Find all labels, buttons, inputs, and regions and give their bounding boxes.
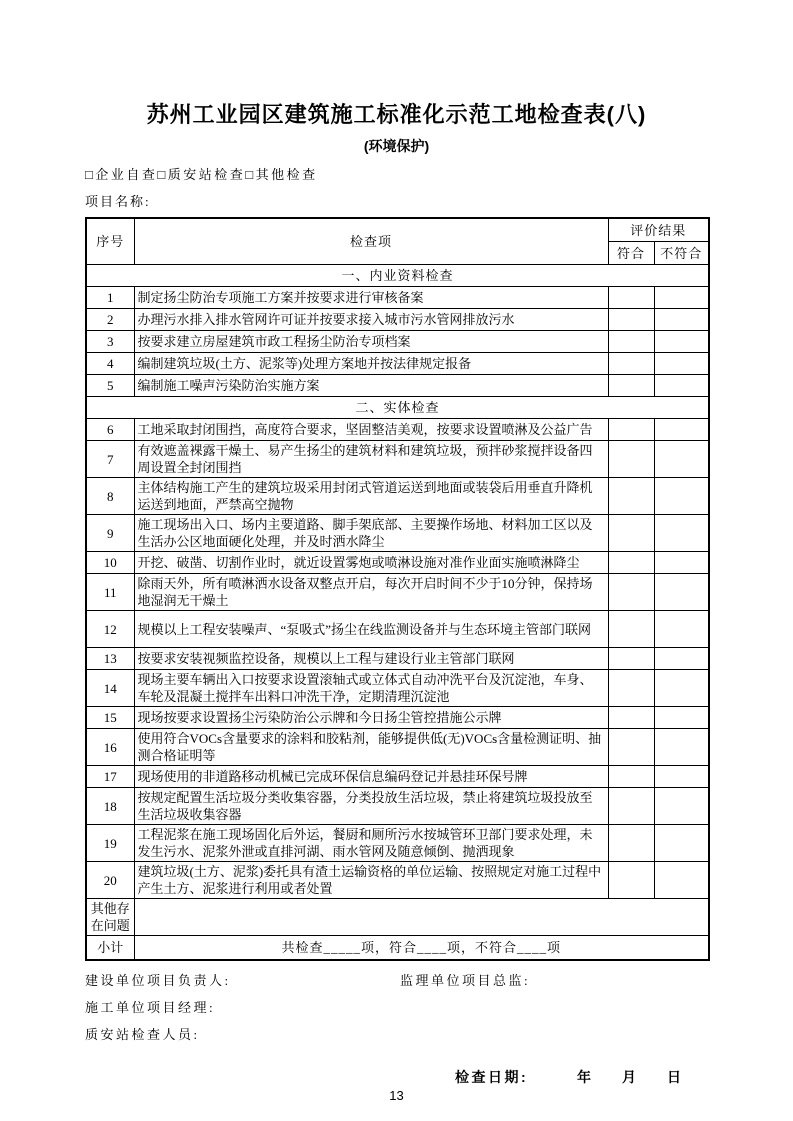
row-number: 7 <box>86 441 134 478</box>
pass-result-cell[interactable] <box>608 478 654 515</box>
check-type-label: 企业自查 <box>95 167 158 182</box>
fail-result-cell[interactable] <box>654 375 709 397</box>
fail-result-cell[interactable] <box>654 441 709 478</box>
col-header-no: 序号 <box>86 218 134 265</box>
table-row <box>86 766 709 788</box>
pass-result-cell[interactable] <box>608 707 654 729</box>
page-title: 苏州工业园区建筑施工标准化示范工地检查表(八) <box>146 102 647 127</box>
fail-result-cell[interactable] <box>654 309 709 331</box>
fail-result-cell[interactable] <box>654 648 709 670</box>
row-number: 14 <box>86 670 134 707</box>
row-label: 其他存在问题 <box>86 899 134 936</box>
check-type-self <box>85 167 157 182</box>
col-header-fail: 不符合 <box>654 242 709 265</box>
check-table <box>85 217 710 961</box>
pass-result-cell[interactable] <box>608 574 654 611</box>
fail-result-cell[interactable] <box>654 825 709 862</box>
check-item-text: 按规定配置生活垃圾分类收集容器，分类投放生活垃圾，禁止将建筑垃圾投放至生活垃圾收集容器 <box>134 788 608 825</box>
check-item-text: 规模以上工程安装噪声、“泵吸式”扬尘在线监测设备并与生态环境主管部门联网 <box>134 611 608 648</box>
check-item-text: 按要求建立房屋建筑市政工程扬尘防治专项档案 <box>134 331 608 353</box>
inspection-date-label: 检查日期: <box>455 1069 529 1085</box>
date-month-label: 月 <box>622 1069 639 1085</box>
check-item-text: 制定扬尘防治专项施工方案并按要求进行审核备案 <box>134 287 608 309</box>
builder-signature-label: 建设单位项目负责人: <box>85 973 231 988</box>
table-row <box>86 729 709 766</box>
pass-result-cell[interactable] <box>608 353 654 375</box>
fail-result-cell[interactable] <box>654 766 709 788</box>
signature-row-1 <box>85 973 708 1000</box>
check-item-text: 办理污水排入排水管网许可证并按要求接入城市污水管网排放污水 <box>134 309 608 331</box>
project-name-label: 项目名称: <box>85 194 151 209</box>
contractor-signature-label: 施工单位项目经理: <box>85 1000 216 1015</box>
row-number: 13 <box>86 648 134 670</box>
check-item-text: 开挖、破凿、切割作业时，就近设置雾炮或喷淋设施对准作业面实施喷淋降尘 <box>134 552 608 574</box>
check-item-text: 除雨天外，所有喷淋洒水设备双整点开启，每次开启时间不少于10分钟，保持场地湿润无干燥土 <box>134 574 608 611</box>
table-row <box>86 375 709 397</box>
checkbox-icon[interactable]: □ <box>157 167 168 182</box>
row-number: 3 <box>86 331 134 353</box>
pass-result-cell[interactable] <box>608 331 654 353</box>
row-number: 11 <box>86 574 134 611</box>
page-number: 13 <box>389 1088 404 1103</box>
table-row <box>86 611 709 648</box>
fail-result-cell[interactable] <box>654 287 709 309</box>
check-item-text: 现场按要求设置扬尘污染防治公示牌和今日扬尘管控措施公示牌 <box>134 707 608 729</box>
row-number: 8 <box>86 478 134 515</box>
check-type-other <box>245 167 317 182</box>
section-title: 二、实体检查 <box>86 397 709 419</box>
check-type-station <box>157 167 245 182</box>
signature-block <box>85 973 708 1089</box>
row-number: 4 <box>86 353 134 375</box>
row-number: 10 <box>86 552 134 574</box>
pass-result-cell[interactable] <box>608 375 654 397</box>
subtotal-row <box>86 936 709 961</box>
pass-result-cell[interactable] <box>608 552 654 574</box>
table-row <box>86 331 709 353</box>
table-row <box>86 552 709 574</box>
fail-result-cell[interactable] <box>654 670 709 707</box>
table-row <box>86 574 709 611</box>
fail-result-cell[interactable] <box>654 729 709 766</box>
pass-result-cell[interactable] <box>608 648 654 670</box>
row-number: 19 <box>86 825 134 862</box>
fail-result-cell[interactable] <box>654 478 709 515</box>
check-item-text: 现场使用的非道路移动机械已完成环保信息编码登记并悬挂环保号牌 <box>134 766 608 788</box>
col-header-result: 评价结果 <box>608 218 709 242</box>
table-row <box>86 419 709 441</box>
pass-result-cell[interactable] <box>608 825 654 862</box>
row-number: 17 <box>86 766 134 788</box>
check-item-text: 工程泥浆在施工现场固化后外运，餐厨和厕所污水按城管环卫部门要求处理，未发生污水、泥浆外泄或直排河湖、雨水管网及随意倾倒、抛洒现象 <box>134 825 608 862</box>
check-item-text: 建筑垃圾(土方、泥浆)委托具有渣土运输资格的单位运输、按照规定对施工过程中产生土方、泥浆进行利用或者处置 <box>134 862 608 899</box>
check-type-line <box>85 167 708 183</box>
subtotal-text: 共检查_____项，符合____项，不符合____项 <box>134 936 709 961</box>
checkbox-icon[interactable]: □ <box>245 167 256 182</box>
pass-result-cell[interactable] <box>608 419 654 441</box>
pass-result-cell[interactable] <box>608 309 654 331</box>
check-item-text: 工地采取封闭围挡，高度符合要求，坚固整洁美观，按要求设置喷淋及公益广告 <box>134 419 608 441</box>
inspector-signature-label: 质安站检查人员: <box>85 1027 200 1042</box>
check-item-text: 现场主要车辆出入口按要求设置滚轴式或立体式自动冲洗平台及沉淀池，车身、车轮及混凝土搅拌车出料口冲洗干净，定期清理沉淀池 <box>134 670 608 707</box>
check-type-label: 其他检查 <box>255 167 318 182</box>
pass-result-cell[interactable] <box>608 515 654 552</box>
signature-row-2 <box>85 1000 708 1027</box>
row-number: 9 <box>86 515 134 552</box>
pass-result-cell[interactable] <box>608 862 654 899</box>
col-header-pass: 符合 <box>608 242 654 265</box>
table-row <box>86 441 709 478</box>
date-day-label: 日 <box>667 1069 684 1085</box>
check-item-text: 有效遮盖裸露干燥土、易产生扬尘的建筑材料和建筑垃圾，预拌砂浆搅拌设备四周设置全封闭围挡 <box>134 441 608 478</box>
section-title: 一、内业资料检查 <box>86 265 709 287</box>
pass-result-cell[interactable] <box>608 788 654 825</box>
table-row <box>86 287 709 309</box>
row-number: 12 <box>86 611 134 648</box>
table-row <box>86 353 709 375</box>
row-number: 5 <box>86 375 134 397</box>
fail-result-cell[interactable] <box>654 331 709 353</box>
fail-result-cell[interactable] <box>654 611 709 648</box>
col-header-item: 检查项 <box>134 218 608 265</box>
pass-result-cell[interactable] <box>608 729 654 766</box>
pass-result-cell[interactable] <box>608 287 654 309</box>
other-issues-row <box>86 899 709 936</box>
section-row <box>86 265 709 287</box>
row-number: 16 <box>86 729 134 766</box>
check-table-body <box>86 265 709 961</box>
table-row <box>86 309 709 331</box>
supervisor-signature-label: 监理单位项目总监: <box>400 973 531 988</box>
section-row <box>86 397 709 419</box>
check-item-text: 编制施工噪声污染防治实施方案 <box>134 375 608 397</box>
row-number: 18 <box>86 788 134 825</box>
fail-result-cell[interactable] <box>654 552 709 574</box>
fail-result-cell[interactable] <box>654 707 709 729</box>
other-issues-blank-cell[interactable] <box>134 899 709 936</box>
fail-result-cell[interactable] <box>654 862 709 899</box>
table-row <box>86 707 709 729</box>
check-type-label: 质安站检查 <box>167 167 246 182</box>
pass-result-cell[interactable] <box>608 670 654 707</box>
row-number: 2 <box>86 309 134 331</box>
row-number: 15 <box>86 707 134 729</box>
table-row <box>86 825 709 862</box>
check-item-text: 主体结构施工产生的建筑垃圾采用封闭式管道运送到地面或装袋后用垂直升降机运送到地面，严禁高空抛物 <box>134 478 608 515</box>
signature-row-3 <box>85 1027 708 1054</box>
pass-result-cell[interactable] <box>608 766 654 788</box>
row-number: 1 <box>86 287 134 309</box>
table-row <box>86 862 709 899</box>
table-row <box>86 670 709 707</box>
table-row <box>86 515 709 552</box>
check-item-text: 按要求安装视频监控设备，规模以上工程与建设行业主管部门联网 <box>134 648 608 670</box>
header-row-1 <box>86 218 709 242</box>
fail-result-cell[interactable] <box>654 353 709 375</box>
check-item-text: 编制建筑垃圾(土方、泥浆等)处理方案地并按法律规定报备 <box>134 353 608 375</box>
page-subtitle: (环境保护) <box>363 138 430 154</box>
fail-result-cell[interactable] <box>654 515 709 552</box>
table-row <box>86 788 709 825</box>
row-number: 20 <box>86 862 134 899</box>
fail-result-cell[interactable] <box>654 419 709 441</box>
date-year-label: 年 <box>577 1069 594 1085</box>
row-label: 小计 <box>86 936 134 961</box>
inspection-date-row <box>85 1069 708 1089</box>
pass-result-cell[interactable] <box>608 441 654 478</box>
fail-result-cell[interactable] <box>654 788 709 825</box>
check-table-head <box>86 218 709 265</box>
check-item-text: 使用符合VOCs含量要求的涂料和胶粘剂，能够提供低(无)VOCs含量检测证明、抽测合格证明等 <box>134 729 608 766</box>
checkbox-icon[interactable]: □ <box>85 167 96 182</box>
row-number: 6 <box>86 419 134 441</box>
pass-result-cell[interactable] <box>608 611 654 648</box>
check-item-text: 施工现场出入口、场内主要道路、脚手架底部、主要操作场地、材料加工区以及生活办公区地面硬化处理，并及时洒水降尘 <box>134 515 608 552</box>
fail-result-cell[interactable] <box>654 574 709 611</box>
table-row <box>86 478 709 515</box>
table-row <box>86 648 709 670</box>
